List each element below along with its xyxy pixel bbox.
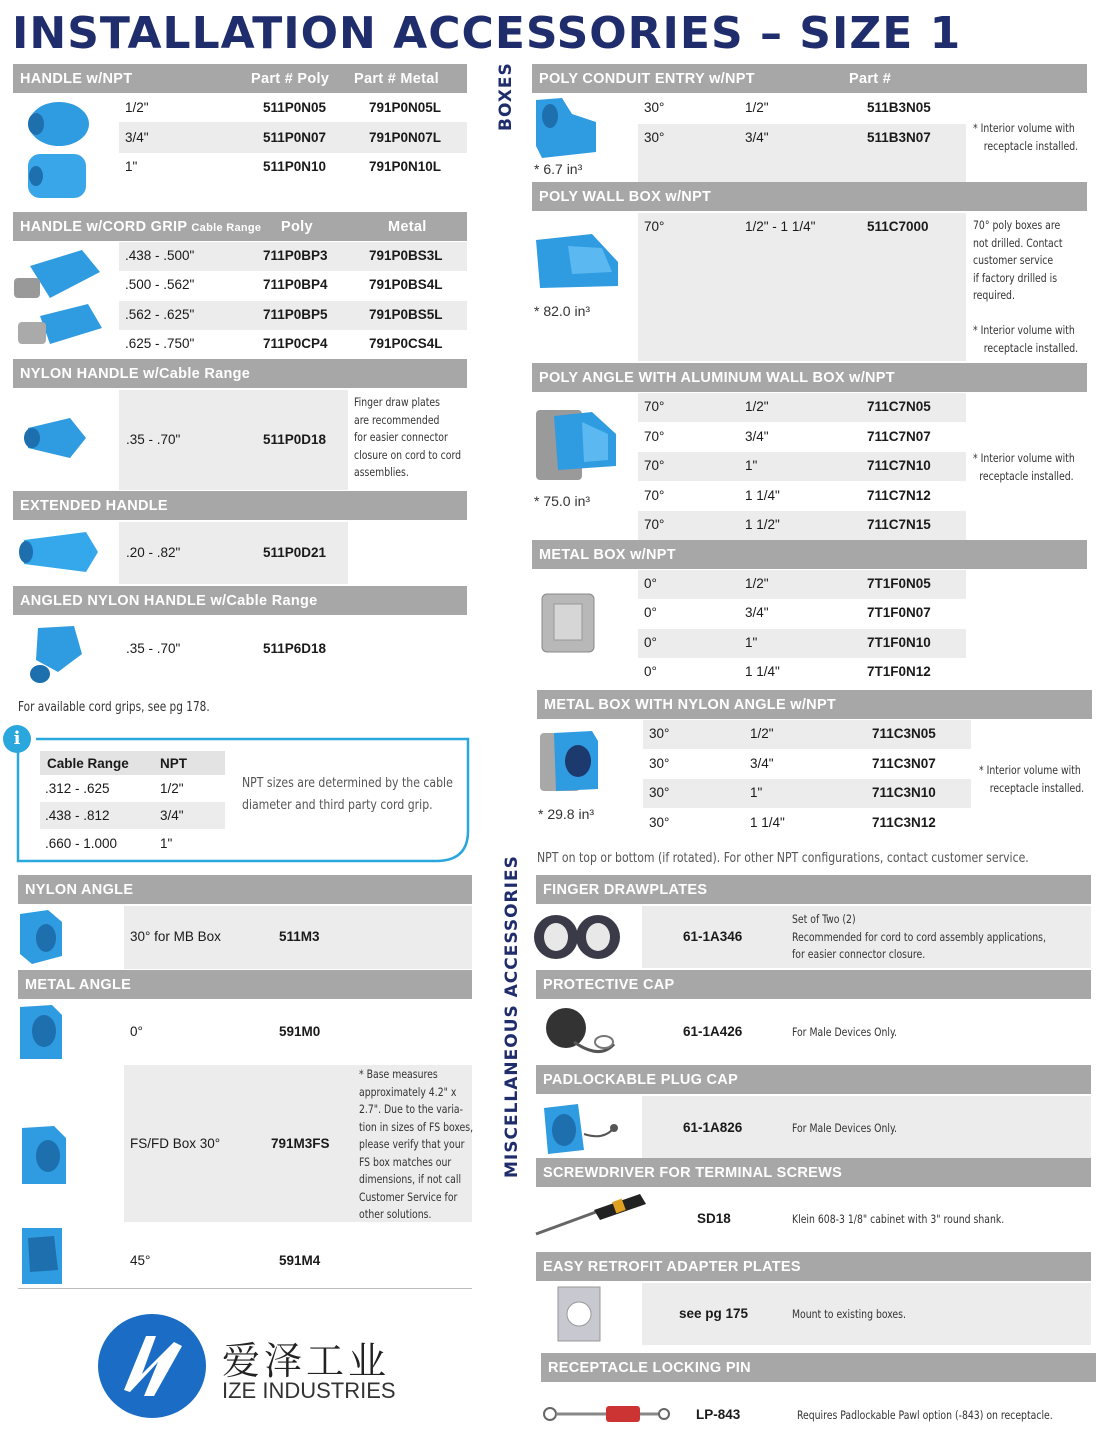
row-size: 3/4" [125, 130, 149, 145]
misc-desc: Set of Two (2) [792, 912, 856, 926]
finger-drawplates-image [532, 910, 624, 964]
metal-nylon-box-image [536, 727, 602, 797]
row-angle: 0° [644, 664, 657, 679]
misc-desc: Mount to existing boxes. [792, 1307, 906, 1321]
part-number: 711C7N05 [867, 399, 931, 414]
section-header-metal-angle [18, 970, 472, 1000]
misc-desc: for easier connector closure. [792, 947, 926, 961]
part-metal: 791P0CS4L [369, 336, 443, 351]
part-poly: 711P0BP3 [263, 248, 328, 263]
section-header-handle-npt [13, 64, 467, 94]
note-line: * Interior volume with [973, 451, 1075, 465]
col-header-poly: Poly [281, 219, 313, 235]
col-header-part: Part # [849, 71, 892, 87]
row-angle: 70° [644, 517, 665, 532]
misc-desc: For Male Devices Only. [792, 1121, 897, 1135]
extended-handle-title: EXTENDED HANDLE [20, 498, 168, 514]
angled-nylon-handle-image [18, 620, 88, 690]
row-size: 1" [125, 159, 138, 174]
row-angle: 30° [649, 726, 670, 741]
section-header-adapter-plates [536, 1252, 1091, 1282]
logo-english-text: IZE INDUSTRIES [222, 1378, 396, 1403]
section-header-poly-conduit [532, 64, 1087, 94]
col-header-cable-range: Cable Range [47, 756, 129, 771]
section-header-locking-pin [541, 1353, 1096, 1383]
row-angle: 70° [644, 458, 665, 473]
handle-cord-grip-image [10, 244, 110, 354]
poly-angle-al-title: POLY ANGLE WITH ALUMINUM WALL BOX w/NPT [539, 370, 895, 386]
info-text-line: diameter and third party cord grip. [242, 797, 433, 813]
note-line: customer service [973, 253, 1054, 267]
angled-nylon-range: .35 - .70" [126, 641, 181, 656]
col-header-poly: Part # Poly [251, 71, 330, 87]
row-angle: 30° [649, 785, 670, 800]
poly-conduit-volume: * 6.7 in³ [534, 161, 583, 177]
poly-angle-al-box-image [532, 404, 622, 484]
extended-handle-range: .20 - .82" [126, 545, 181, 560]
part-number: 711C7N10 [867, 458, 931, 473]
part-poly: 511P0N10 [263, 159, 327, 174]
locking-pin-image [540, 1394, 670, 1438]
note-line: closure on cord to cord [354, 447, 462, 462]
poly-wall-size: 1/2" - 1 1/4" [745, 219, 816, 234]
row-size: 1/2" [745, 399, 769, 414]
metal-angle-part: 791M3FS [271, 1136, 330, 1151]
section-header-finger-drawplates [536, 875, 1091, 905]
row-size: 3/4" [745, 605, 769, 620]
info-range: .438 - .812 [45, 808, 110, 823]
row-size: 1/2" [745, 576, 769, 591]
part-poly: 711P0CP4 [263, 336, 328, 351]
row-angle: 30° [649, 815, 670, 830]
extended-handle-image [16, 528, 102, 576]
angled-nylon-part: 511P6D18 [263, 641, 327, 656]
part-number: 711C7N15 [867, 517, 931, 532]
poly-angle-al-volume: * 75.0 in³ [534, 493, 591, 509]
note-line: * Base measures [359, 1067, 438, 1081]
nylon-angle-image [18, 908, 64, 966]
metal-angle-desc: 45° [130, 1253, 151, 1268]
part-number: 7T1F0N12 [867, 664, 931, 679]
nylon-angle-desc: 30° for MB Box [130, 929, 221, 944]
misc-desc: Klein 608-3 1/8" cabinet with 3" round shank. [792, 1212, 1005, 1226]
part-poly: 511P0N07 [263, 130, 327, 145]
divider [18, 1288, 472, 1289]
note-line: assemblies. [354, 465, 409, 479]
adapter-plate-image [556, 1285, 602, 1343]
part-number: 711C7N07 [867, 429, 931, 444]
part-metal: 791P0BS3L [369, 248, 443, 263]
info-npt: 1/2" [160, 781, 184, 796]
row-size: 1/2" [750, 726, 774, 741]
row-size: 1 1/2" [745, 517, 780, 532]
col-header-metal: Part # Metal [354, 71, 439, 87]
misc-part: 61-1A346 [683, 929, 743, 944]
note-line: not drilled. Contact [973, 235, 1063, 250]
row-size: 3/4" [750, 756, 774, 771]
nylon-handle-range: .35 - .70" [126, 432, 181, 447]
cord-grip-note: For available cord grips, see pg 178. [18, 700, 210, 715]
info-icon: i [3, 725, 31, 753]
note-line: tion in sizes of FS boxes, [359, 1119, 474, 1134]
misc-part: see pg 175 [679, 1306, 749, 1321]
handle-npt-image [14, 98, 114, 206]
info-npt: 3/4" [160, 808, 184, 823]
note-line: dimensions, if not call [359, 1172, 462, 1186]
extended-handle-part: 511P0D21 [263, 545, 327, 560]
part-number: 7T1F0N05 [867, 576, 931, 591]
metal-nylon-volume: * 29.8 in³ [538, 806, 595, 822]
info-text-line: NPT sizes are determined by the cable [242, 775, 453, 791]
note-line: other solutions. [359, 1207, 432, 1221]
col-header-metal: Metal [388, 219, 427, 235]
vertical-label-misc: MISCELLANEOUS ACCESSORIES [502, 855, 522, 1178]
row-range: .562 - .625" [125, 307, 195, 322]
misc-part: 61-1A826 [683, 1120, 743, 1135]
note-line: required. [973, 288, 1015, 302]
row-angle: 0° [644, 576, 657, 591]
nylon-angle-part: 511M3 [279, 929, 320, 944]
note-line: receptacle installed. [983, 138, 1079, 153]
misc-title: FINGER DRAWPLATES [543, 882, 708, 898]
part-metal: 791P0N10L [369, 159, 442, 174]
part-number: 7T1F0N10 [867, 635, 931, 650]
misc-title: RECEPTACLE LOCKING PIN [548, 1360, 751, 1376]
row-size: 1" [745, 635, 758, 650]
row-angle: 70° [644, 488, 665, 503]
section-header-extended-handle [13, 491, 467, 521]
section-header-nylon-handle [13, 359, 467, 389]
part-number: 711C3N07 [872, 756, 936, 771]
part-number: 711C3N10 [872, 785, 936, 800]
misc-title: EASY RETROFIT ADAPTER PLATES [543, 1259, 801, 1275]
info-range: .660 - 1.000 [45, 836, 118, 851]
note-line: 70° poly boxes are [973, 218, 1061, 232]
row-size: 1" [750, 785, 763, 800]
misc-desc: For Male Devices Only. [792, 1025, 897, 1039]
misc-title: PADLOCKABLE PLUG CAP [543, 1072, 739, 1088]
row-angle: 70° [644, 399, 665, 414]
part-poly: 511P0N05 [263, 100, 327, 115]
metal-angle-desc: FS/FD Box 30° [130, 1136, 221, 1151]
part-metal: 791P0N05L [369, 100, 442, 115]
note-line: * Interior volume with [979, 763, 1081, 777]
part-number: 7T1F0N07 [867, 605, 931, 620]
misc-title: SCREWDRIVER FOR TERMINAL SCREWS [543, 1165, 843, 1181]
metal-box-title: METAL BOX w/NPT [539, 547, 676, 563]
row-size: 1 1/4" [745, 488, 780, 503]
row-size: 1 1/4" [745, 664, 780, 679]
page-title: INSTALLATION ACCESSORIES – SIZE 1 [12, 8, 962, 59]
handle-npt-title: HANDLE w/NPT [20, 71, 133, 87]
section-header-screwdriver [536, 1158, 1091, 1188]
part-poly: 711P0BP4 [263, 277, 328, 292]
metal-nylon-title: METAL BOX WITH NYLON ANGLE w/NPT [544, 697, 837, 713]
note-line: Finger draw plates [354, 395, 440, 409]
angled-nylon-title: ANGLED NYLON HANDLE w/Cable Range [20, 593, 318, 609]
screwdriver-image [530, 1190, 650, 1240]
poly-wall-part: 511C7000 [867, 219, 929, 234]
section-header-padlockable-cap [536, 1065, 1091, 1095]
section-header-poly-angle-al [532, 363, 1087, 393]
misc-desc: Requires Padlockable Pawl option (-843) on receptacle. [797, 1408, 1053, 1422]
misc-part: 61-1A426 [683, 1024, 743, 1039]
note-line: for easier connector [354, 430, 448, 444]
metal-angle-title: METAL ANGLE [25, 977, 132, 993]
note-line: 2.7". Due to the varia- [359, 1102, 463, 1116]
row-range: .500 - .562" [125, 277, 195, 292]
section-header-protective-cap [536, 970, 1091, 1000]
part-number: 511B3N07 [867, 130, 931, 145]
info-npt: 1" [160, 836, 173, 851]
padlockable-cap-image [538, 1100, 622, 1158]
nylon-handle-part: 511P0D18 [263, 432, 327, 447]
note-line: please verify that your [359, 1137, 465, 1151]
poly-conduit-title: POLY CONDUIT ENTRY w/NPT [539, 71, 755, 87]
vertical-label-boxes: BOXES [496, 62, 516, 131]
metal-angle-fs-image [20, 1124, 68, 1188]
metal-box-image [536, 590, 600, 656]
row-angle: 0° [644, 605, 657, 620]
metal-angle-part: 591M0 [279, 1024, 321, 1039]
part-metal: 791P0BS5L [369, 307, 443, 322]
row-angle: 0° [644, 635, 657, 650]
note-line: are recommended [354, 412, 440, 427]
row-range: .438 - .500" [125, 248, 195, 263]
note-line: FS box matches our [359, 1154, 452, 1169]
note-line: receptacle installed. [989, 780, 1085, 795]
nylon-handle-title: NYLON HANDLE w/Cable Range [20, 366, 251, 382]
note-line: if factory drilled is [973, 270, 1058, 285]
misc-part: SD18 [697, 1211, 731, 1226]
note-line: receptacle installed. [979, 468, 1074, 483]
part-poly: 711P0BP5 [263, 307, 328, 322]
note-line: receptacle installed. [983, 340, 1079, 355]
note-line: Customer Service for [359, 1189, 458, 1204]
poly-wall-title: POLY WALL BOX w/NPT [539, 189, 712, 205]
part-number: 711C3N05 [872, 726, 936, 741]
section-header-angled-nylon [13, 586, 467, 616]
part-metal: 791P0BS4L [369, 277, 443, 292]
poly-conduit-image [532, 96, 602, 162]
metal-angle-0-image [18, 1003, 66, 1061]
section-header-metal-nylon [537, 690, 1092, 720]
nylon-handle-image [20, 414, 90, 462]
info-range: .312 - .625 [45, 781, 110, 796]
part-number: 511B3N05 [867, 100, 931, 115]
handle-cord-subtitle: Cable Range [191, 222, 262, 234]
misc-part: LP-843 [696, 1407, 741, 1422]
handle-cord-title: HANDLE w/CORD GRIP [20, 219, 188, 235]
section-header-poly-wall [532, 182, 1087, 212]
part-number: 711C7N12 [867, 488, 931, 503]
row-size: 3/4" [745, 429, 769, 444]
part-number: 711C3N12 [872, 815, 936, 830]
row-angle: 30° [649, 756, 670, 771]
row-angle: 30° [644, 130, 665, 145]
metal-angle-desc: 0° [130, 1024, 143, 1039]
row-range: .625 - .750" [125, 336, 195, 351]
row-size: 1/2" [745, 100, 769, 115]
row-angle: 30° [644, 100, 665, 115]
section-header-nylon-angle [18, 875, 472, 905]
ize-logo-icon [96, 1312, 208, 1420]
metal-angle-part: 591M4 [279, 1253, 321, 1268]
col-header-npt: NPT [160, 756, 187, 771]
nylon-angle-title: NYLON ANGLE [25, 882, 134, 898]
protective-cap-image [540, 1002, 620, 1062]
poly-wall-angle: 70° [644, 219, 665, 234]
part-metal: 791P0N07L [369, 130, 442, 145]
poly-wall-box-image [532, 232, 622, 292]
note-line: * Interior volume with [973, 121, 1075, 135]
section-header-handle-cord [13, 212, 467, 242]
row-size: 1/2" [125, 100, 149, 115]
misc-desc: Recommended for cord to cord assembly applications, [792, 929, 1046, 944]
row-size: 1" [745, 458, 758, 473]
note-line: * Interior volume with [973, 323, 1075, 337]
section-header-metal-box [532, 540, 1087, 570]
logo-chinese-text: 爱泽工业 [222, 1339, 391, 1383]
metal-angle-45-image [20, 1226, 64, 1286]
row-angle: 70° [644, 429, 665, 444]
misc-title: PROTECTIVE CAP [543, 977, 675, 993]
row-size: 3/4" [745, 130, 769, 145]
npt-note: NPT on top or bottom (if rotated). For other NPT configurations, contact customer service. [537, 850, 1029, 866]
poly-wall-volume: * 82.0 in³ [534, 303, 591, 319]
row-size: 1 1/4" [750, 815, 785, 830]
note-line: approximately 4.2" x [359, 1084, 457, 1099]
